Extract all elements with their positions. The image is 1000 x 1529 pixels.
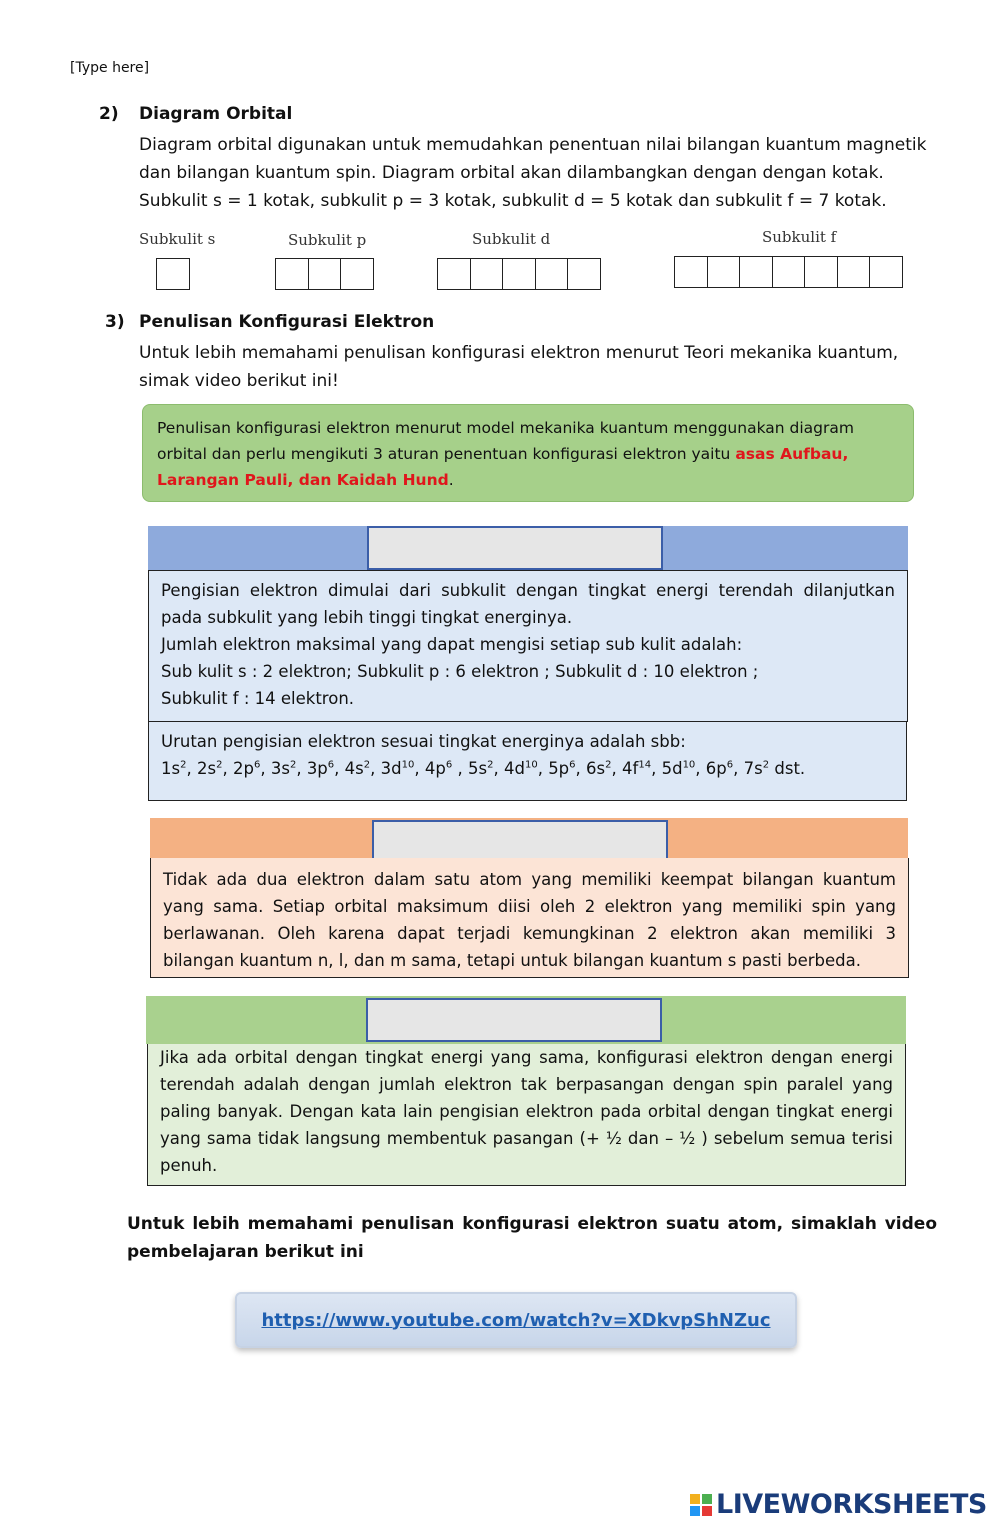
video-link-button[interactable]: [235, 1292, 797, 1348]
orbital-term: $1s^2$: [161, 759, 187, 778]
orbital-boxes-d: [437, 258, 600, 290]
section-2-title: Diagram Orbital: [139, 104, 293, 124]
aufbau-order-intro: Urutan pengisian elektron sesuai tingkat energinya adalah sbb:: [161, 732, 686, 751]
orbital-term: $7s^2$: [743, 759, 770, 778]
hund-rule-box: [147, 1044, 906, 1186]
header-note: [Type here]: [70, 60, 150, 76]
pauli-text: Tidak ada dua elektron dalam satu atom yang memiliki keempat bilangan kuantum yang sama. Setiap orbital maksimum diisi oleh 2 elektron yang memiliki spin yang berlawanan. Oleh karena dapat terjadi kemungkinan 2 elektron akan memiliki 3 bilangan kuantum n, l, dan m sama, tetapi untuk bilangan kuantum s pasti berbeda.: [163, 870, 896, 970]
orbital-box: [707, 256, 741, 288]
orbital-label: Subkulit p: [288, 231, 367, 249]
orbital-box: [772, 256, 806, 288]
aufbau-line: Subkulit f : 14 elektron.: [161, 689, 355, 708]
video-link[interactable]: https://www.youtube.com/watch?v=XDkvpShNZuc: [261, 1309, 771, 1331]
orbital-box: [567, 258, 601, 290]
rules-note-end: .: [448, 471, 454, 489]
orbital-term: $5p^6$: [548, 759, 576, 778]
orbital-box: [275, 258, 309, 290]
aufbau-order-sequence: $1s^2$, $2s^2$, $2p^6$, $3s^2$, $3p^6$, $4s^2$, $3d^{10}$, $4p^6$ , $5s^2$, $4d^{10}$, $5p^6$, $6s^2$, $4f^{14}$, $5d^{10}$, $6p^6$, $7s^2$ dst.: [161, 759, 806, 778]
section-3-line: simak video berikut ini!: [139, 371, 339, 391]
closing-text: Untuk lebih memahami penulisan konfigurasi elektron suatu atom, simaklah video pembelajaran berikut ini: [127, 1214, 937, 1262]
orbital-box: [739, 256, 773, 288]
orbital-term: $2p^6$: [232, 759, 261, 778]
orbital-d: [472, 230, 600, 290]
section-3-title: Penulisan Konfigurasi Elektron: [139, 312, 435, 332]
section-3-number: 3): [105, 312, 125, 332]
section-2-line: Subkulit s = 1 kotak, subkulit p = 3 kotak, subkulit d = 5 kotak dan subkulit f = 7 kotak.: [139, 191, 887, 211]
orbital-s: [139, 230, 215, 290]
orbital-box: [156, 258, 190, 290]
orbital-box: [470, 258, 504, 290]
section-2-number: 2): [99, 104, 119, 124]
logo-text: LIVEWORKSHEETS: [716, 1489, 987, 1520]
orbital-box: [535, 258, 569, 290]
section-3-body: [139, 339, 959, 395]
orbital-term: $5s^2$: [467, 759, 494, 778]
orbital-term: $3p^6$: [306, 759, 335, 778]
orbital-label: Subkulit s: [139, 230, 216, 248]
orbital-boxes-p: [275, 258, 373, 290]
orbital-f: [762, 228, 902, 288]
orbital-box: [437, 258, 471, 290]
orbital-boxes-f: [674, 256, 902, 288]
section-3-line: Untuk lebih memahami penulisan konfigurasi elektron menurut Teori mekanika kuantum,: [139, 343, 899, 363]
orbital-label: Subkulit f: [762, 228, 837, 246]
orbital-term: $6s^2$: [586, 759, 612, 778]
orbital-boxes-s: [156, 258, 215, 290]
rules-note-highlight: asas Aufbau, Larangan Pauli, dan Kaidah Hund: [157, 445, 849, 489]
orbital-term: $5d^{10}$: [661, 759, 696, 778]
orbital-box: [308, 258, 342, 290]
hund-title-slot[interactable]: [366, 998, 662, 1042]
aufbau-line: Pengisian elektron dimulai dari subkulit dengan tingkat energi terendah dilanjutkan pada subkulit yang lebih tinggi tingkat energinya.: [161, 581, 895, 627]
orbital-box: [804, 256, 838, 288]
liveworksheets-logo: [690, 1489, 987, 1520]
section-2-line: dan bilangan kuantum spin. Diagram orbital akan dilambangkan dengan dengan kotak.: [139, 163, 884, 183]
orbital-term: $4d^{10}$: [503, 759, 538, 778]
orbital-box: [502, 258, 536, 290]
orbital-term: $4p^6$: [424, 759, 453, 778]
orbital-box: [674, 256, 708, 288]
aufbau-line: Sub kulit s : 2 elektron; Subkulit p : 6 elektron ; Subkulit d : 10 elektron ;: [161, 662, 759, 681]
section-2-line: Diagram orbital digunakan untuk memudahkan penentuan nilai bilangan kuantum magnetik: [139, 135, 927, 155]
pauli-title-slot[interactable]: [372, 820, 668, 863]
logo-icon: [690, 1494, 712, 1516]
orbital-term: $6p^6$: [705, 759, 734, 778]
orbital-box: [340, 258, 374, 290]
orbital-term: $2s^2$: [196, 759, 223, 778]
aufbau-title-slot[interactable]: [367, 526, 663, 570]
orbital-term: $4f^{14}$: [622, 759, 652, 778]
aufbau-rule-box: [148, 570, 908, 722]
orbital-p: [288, 231, 373, 290]
orbital-term: $4s^2$: [344, 759, 371, 778]
orbital-label: Subkulit d: [472, 230, 551, 248]
pauli-rule-box: [150, 858, 909, 978]
orbital-box: [837, 256, 871, 288]
aufbau-line: Jumlah elektron maksimal yang dapat mengisi setiap sub kulit adalah:: [161, 635, 743, 654]
rules-note: [142, 404, 914, 502]
section-2-body: [139, 131, 959, 215]
hund-text: Jika ada orbital dengan tingkat energi yang sama, konfigurasi elektron dengan energi terendah adalah dengan jumlah elektron tak berpasangan dengan spin paralel yang paling banyak. Dengan kata lain pengisian elektron pada orbital dengan tingkat energi yang sama tidak langsung membentuk pasangan (+ ½ dan – ½ ) sebelum semua terisi penuh.: [160, 1048, 893, 1175]
rules-note-text: Penulisan konfigurasi elektron menurut model mekanika kuantum menggunakan diagram orbital dan perlu mengikuti 3 aturan penentuan konfigurasi elektron yaitu: [157, 419, 854, 463]
aufbau-order-box: [148, 721, 907, 801]
orbital-term: $3d^{10}$: [380, 759, 415, 778]
orbital-term: $3s^2$: [270, 759, 297, 778]
orbital-box: [869, 256, 903, 288]
